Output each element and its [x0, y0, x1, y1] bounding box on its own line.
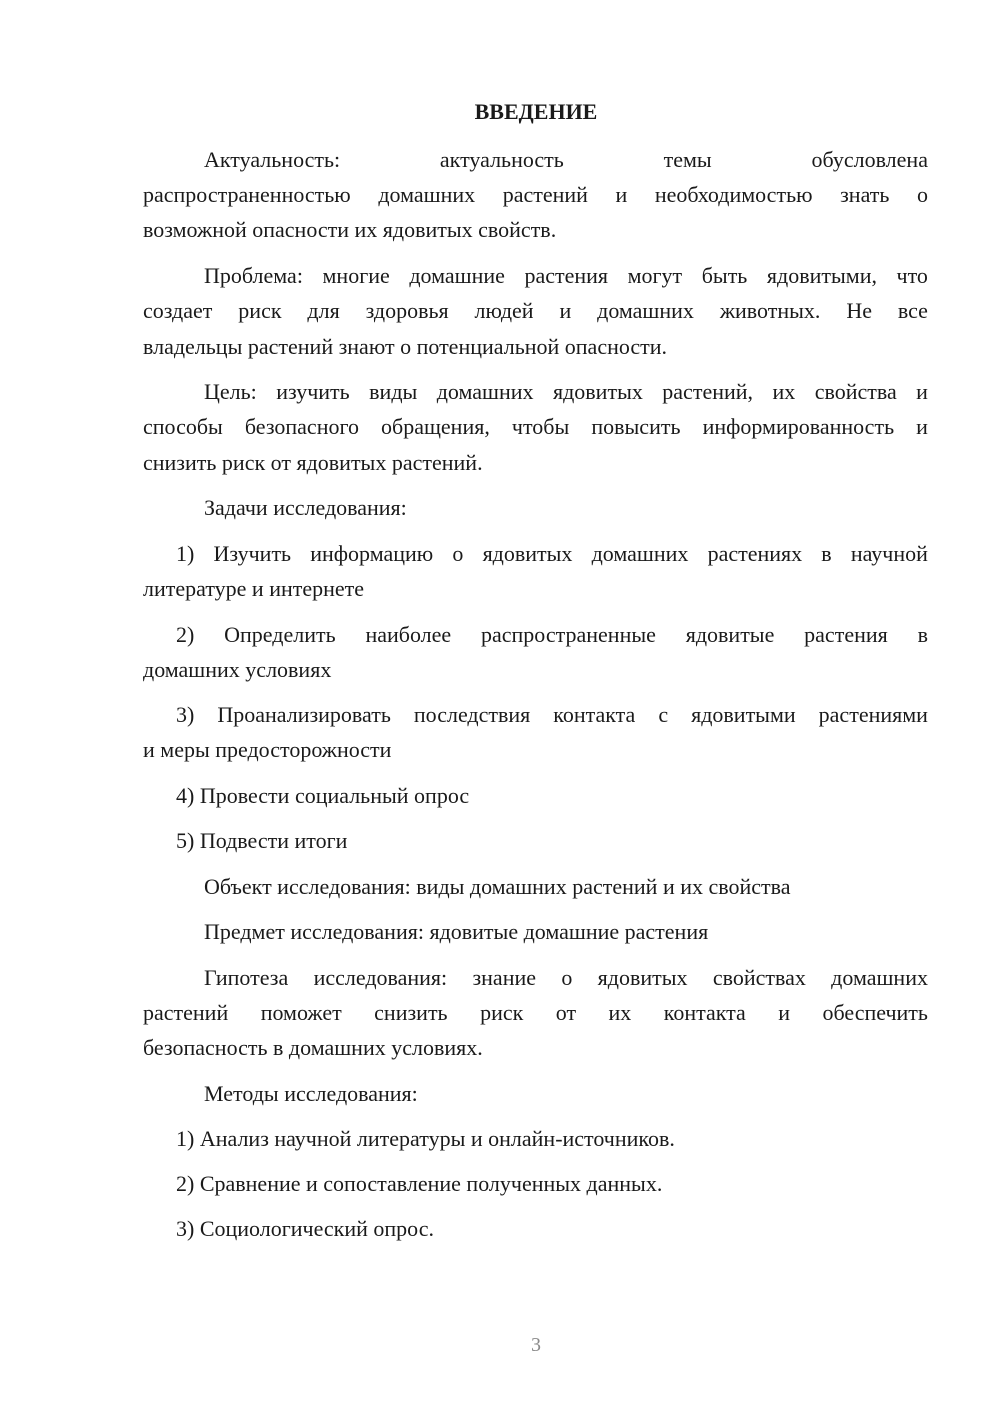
word: ядовитыми,	[766, 263, 877, 288]
word: домашних	[831, 965, 928, 990]
word: контакта	[663, 1000, 746, 1025]
word: ядовитых	[482, 541, 573, 566]
goal-line-2	[143, 409, 928, 445]
word: в	[917, 622, 928, 647]
word: растений	[143, 1000, 229, 1025]
word: и	[615, 182, 628, 207]
word: о	[561, 965, 573, 990]
word: последствия	[413, 702, 531, 727]
word: Проанализировать	[217, 702, 391, 727]
word: Актуальность:	[204, 147, 341, 172]
word: наиболее	[365, 622, 452, 647]
word: исследования:	[313, 965, 448, 990]
word: домашние	[409, 263, 505, 288]
word: ядовитые	[685, 622, 775, 647]
word: все	[897, 298, 928, 323]
word: домашних	[591, 541, 689, 566]
word: ядовитых	[552, 379, 643, 404]
word: многие	[322, 263, 390, 288]
task-2-line-2: домашних условиях	[143, 657, 332, 682]
word: домашних	[378, 182, 476, 207]
word: информацию	[310, 541, 434, 566]
word: информированность	[702, 414, 895, 439]
hypothesis-line-1	[204, 960, 928, 996]
word: контакта	[553, 702, 636, 727]
word: актуальность	[439, 147, 564, 172]
word: их	[608, 1000, 632, 1025]
method-1: 1) Анализ научной литературы и онлайн-источников.	[176, 1126, 675, 1151]
word: повысить	[591, 414, 681, 439]
word: обращения,	[381, 414, 490, 439]
page-number: 3	[531, 1334, 541, 1356]
word: обусловлена	[811, 147, 928, 172]
method-2: 2) Сравнение и сопоставление полученных данных.	[176, 1171, 663, 1196]
page-title: ВВЕДЕНИЕ	[474, 99, 598, 124]
word: темы	[663, 147, 712, 172]
word: распространенностью	[143, 182, 351, 207]
word: Проблема:	[204, 263, 303, 288]
word: Не	[846, 298, 872, 323]
word: и	[778, 1000, 791, 1025]
task-4: 4) Провести социальный опрос	[176, 783, 470, 808]
word: растения	[524, 263, 609, 288]
word: чтобы	[511, 414, 570, 439]
word: поможет	[260, 1000, 342, 1025]
problem-line-2	[143, 293, 928, 329]
word: научной	[850, 541, 928, 566]
word: с	[658, 702, 669, 727]
word: растения	[804, 622, 888, 647]
research-subject: Предмет исследования: ядовитые домашние растения	[204, 919, 709, 944]
relevance-line-1	[204, 142, 928, 178]
word: домашних	[597, 298, 694, 323]
word: что	[896, 263, 928, 288]
word: растениями	[818, 702, 928, 727]
task-5: 5) Подвести итоги	[176, 828, 348, 853]
tasks-heading: Задачи исследования:	[204, 495, 407, 520]
word: ядовитыми	[691, 702, 796, 727]
word: в	[821, 541, 832, 566]
word: и	[916, 414, 928, 439]
problem-line-1	[204, 258, 928, 294]
word: обеспечить	[822, 1000, 928, 1025]
problem-line-3: владельцы растений знают о потенциальной опасности.	[143, 334, 668, 359]
goal-line-3: снизить риск от ядовитых растений.	[143, 450, 483, 475]
word: животных.	[719, 298, 821, 323]
task-3-line-2: и меры предосторожности	[143, 737, 392, 762]
research-object: Объект исследования: виды домашних растений и их свойства	[204, 874, 791, 899]
word: Гипотеза	[204, 965, 289, 990]
word: быть	[701, 263, 748, 288]
word: свойства	[814, 379, 897, 404]
method-3: 3) Социологический опрос.	[176, 1216, 434, 1241]
word: изучить	[276, 379, 350, 404]
word: ядовитых	[597, 965, 688, 990]
word: растениях	[707, 541, 803, 566]
word: растений,	[662, 379, 754, 404]
word: людей	[474, 298, 534, 323]
word: риск	[480, 1000, 524, 1025]
word: могут	[627, 263, 683, 288]
word: знание	[472, 965, 537, 990]
word: распространенные	[481, 622, 656, 647]
word: растений	[502, 182, 588, 207]
task-1-line-2: литературе и интернете	[143, 576, 365, 601]
word: о	[916, 182, 928, 207]
word: их	[772, 379, 796, 404]
word: Изучить	[213, 541, 292, 566]
word: безопасного	[244, 414, 359, 439]
word: способы	[143, 414, 223, 439]
word: о	[452, 541, 464, 566]
word: виды	[369, 379, 418, 404]
hypothesis-line-2	[143, 995, 928, 1031]
word: для	[307, 298, 340, 323]
task-3-line-1	[176, 697, 928, 733]
word: 3)	[176, 702, 195, 727]
word: 1)	[176, 541, 195, 566]
methods-heading: Методы исследования:	[204, 1081, 418, 1106]
word: снизить	[374, 1000, 448, 1025]
word: создает	[143, 298, 213, 323]
goal-line-1	[204, 374, 928, 410]
word: здоровья	[365, 298, 449, 323]
word: Цель:	[204, 379, 257, 404]
relevance-line-3: возможной опасности их ядовитых свойств.	[143, 217, 557, 242]
hypothesis-line-3: безопасность в домашних условиях.	[143, 1035, 483, 1060]
word: домашних	[436, 379, 534, 404]
task-2-line-1	[176, 617, 928, 653]
word: от	[555, 1000, 577, 1025]
word: знать	[840, 182, 890, 207]
word: свойствах	[712, 965, 806, 990]
word: 2)	[176, 622, 195, 647]
word: и	[559, 298, 572, 323]
relevance-line-2	[143, 177, 928, 213]
word: и	[916, 379, 928, 404]
word: Определить	[224, 622, 336, 647]
word: необходимостью	[654, 182, 813, 207]
word: риск	[238, 298, 282, 323]
task-1-line-1	[176, 536, 928, 572]
